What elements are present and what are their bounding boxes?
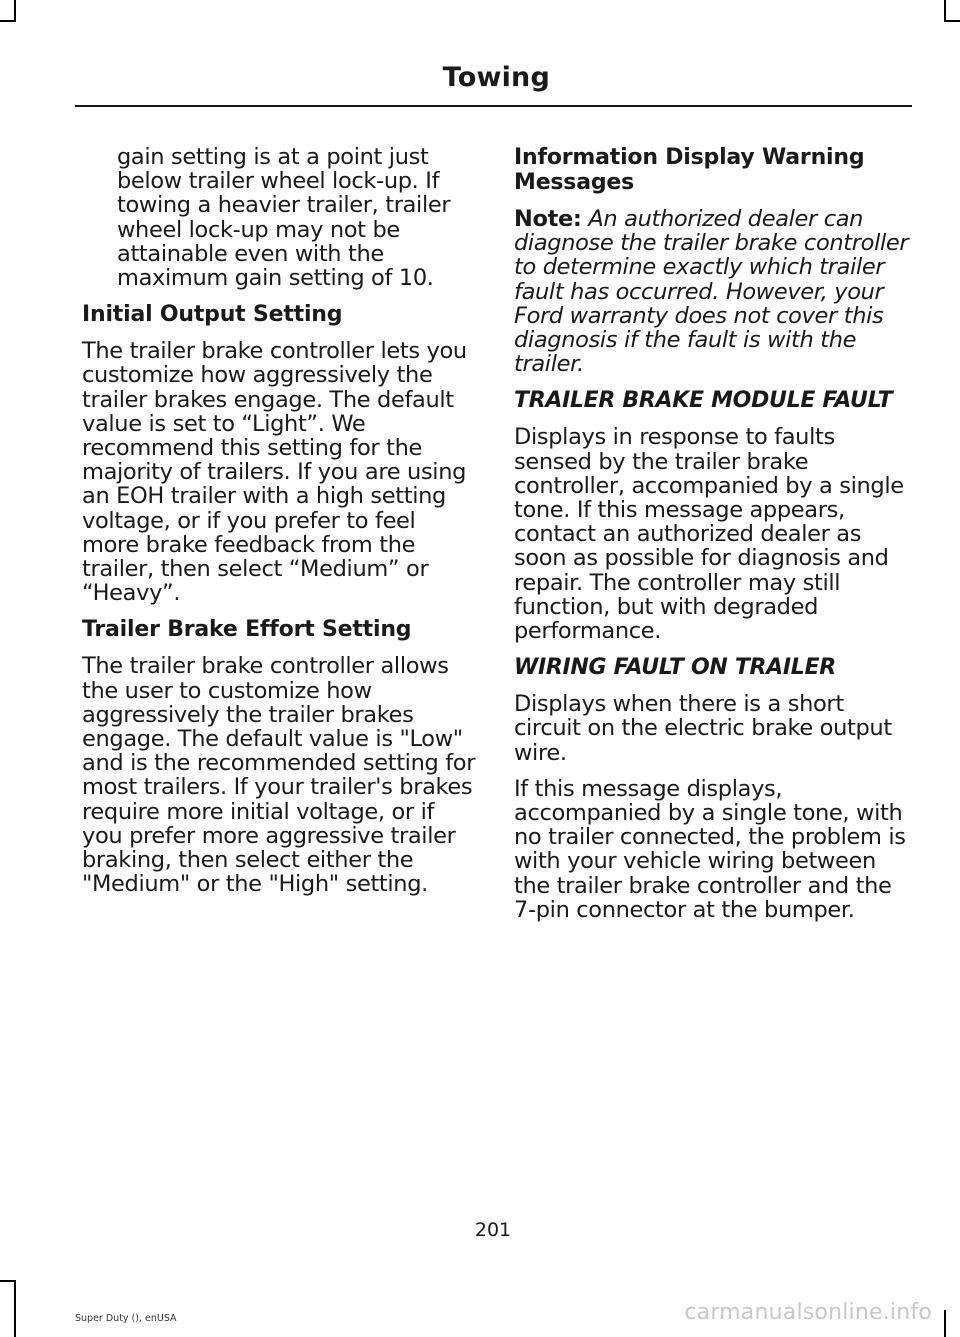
note-text: An authorized dealer can diagnose the trailer brake controller to determine exactly which trailer fault has occurred. However, your Ford warranty does not cover this diagnosis if the fault is with the trailer. [514, 206, 909, 378]
crop-mark [0, 1280, 16, 1282]
section-heading-brake-effort: Trailer Brake Effort Setting [82, 617, 412, 643]
note-paragraph [514, 207, 914, 376]
note-label: Note: [514, 206, 582, 232]
message-body-wiring-fault-2: If this message displays, accompanied by a single tone, with no trailer connected, the problem is with your vehicle wiring between the trailer brake controller and the 7-pin connector at the bumper. [514, 775, 906, 923]
section-body-initial-output: The trailer brake controller lets you customize how aggressively the trailer brakes engage. The default value is set to “Light”. We recommend this setting for the majority of trailers. If you are using an EOH trailer with a high setting voltage, or if you prefer to feel more brake feedback from the trailer, then select “Medium” or “Heavy”. [82, 338, 467, 607]
message-body-wiring-fault-1: Displays when there is a short circuit on the electric brake output wire. [514, 691, 892, 766]
section-heading-initial-output: Initial Output Setting [82, 302, 343, 328]
crop-mark [0, 20, 16, 22]
crop-mark [14, 0, 16, 20]
continuation-paragraph: gain setting is at a point just below trailer wheel lock-up. If towing a heavier trailer, trailer wheel lock-up may not be attainable even with the maximum gain setting of 10. [117, 144, 451, 292]
section-body-brake-effort: The trailer brake controller allows the user to customize how aggressively the trailer brakes engage. The default value is "Low" and is the recommended setting for most trailers. If your trailer's brakes require more initial voltage, or if you prefer more aggressive trailer braking, then select either the "Medium" or the "High" setting. [82, 653, 476, 898]
crop-mark [944, 0, 946, 20]
right-column [514, 145, 914, 934]
message-title-module-fault: TRAILER BRAKE MODULE FAULT [514, 388, 893, 414]
message-body-module-fault: Displays in response to faults sensed by the trailer brake controller, accompanied by a single tone. If this message appears, contact an authorized dealer as soon as possible for diagnosis and repair. The controller may still function, but with degraded performance. [514, 424, 904, 645]
left-column [82, 145, 478, 908]
footer-doc-id: Super Duty (), enUSA [75, 1313, 177, 1324]
page-title: Towing [442, 62, 550, 93]
crop-mark [14, 1280, 16, 1337]
message-title-wiring-fault: WIRING FAULT ON TRAILER [514, 655, 836, 681]
page-number: 201 [474, 1219, 512, 1241]
crop-mark [944, 1310, 946, 1337]
watermark-text: carmanualsonline.info [684, 1300, 932, 1325]
header-divider [75, 105, 912, 107]
crop-mark [944, 20, 960, 22]
section-heading-warning-messages: Information Display Warning Messages [514, 145, 865, 195]
